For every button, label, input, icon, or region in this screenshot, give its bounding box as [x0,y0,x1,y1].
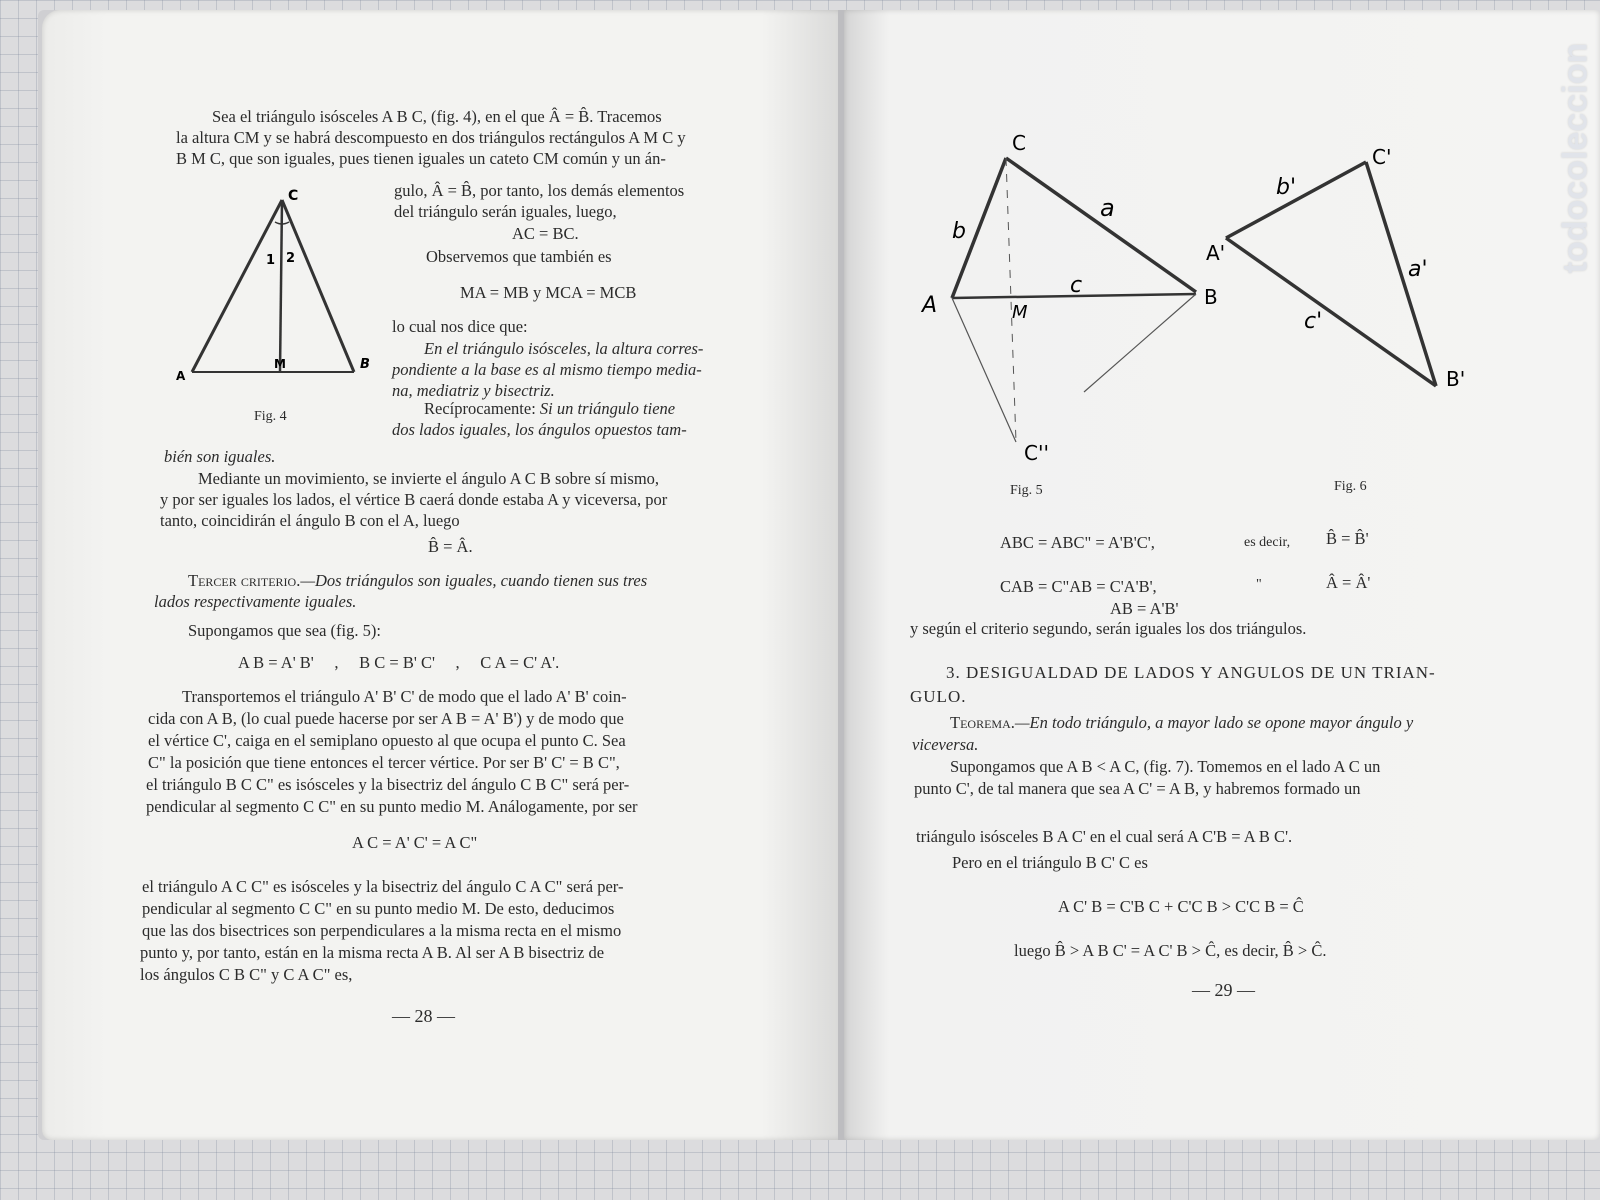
text-line: triángulo isósceles B A C' en el cual será A C'B = A B C'. [916,827,1293,846]
page-number: — 29 — [1192,980,1255,1000]
text-line: pondiente a la base es al mismo tiempo media- [392,360,702,379]
text-line: Transportemos el triángulo A' B' C' de modo que el lado A' B' coin- [182,687,627,706]
fig6-label-bp: B' [1446,367,1466,391]
equation: AB = A'B' [1110,599,1179,618]
text-line: tanto, coincidirán el ángulo B con el A, luego [160,511,460,530]
fig4-label-c: C [288,188,299,204]
text-line: Mediante un movimiento, se invierte el ángulo A C B sobre sí mismo, [198,469,660,488]
text-line: dos lados iguales, los ángulos opuestos tam- [392,420,687,439]
text-line: el vértice C', caiga en el semiplano opuesto al que ocupa el punto C. Sea [148,731,626,750]
fig6-caption: Fig. 6 [1334,479,1367,494]
page-28 [42,10,842,1140]
equation: AC = BC. [512,224,579,243]
watermark [1556,8,1596,308]
page-number: — 28 — [392,1006,455,1026]
text-line: En el triángulo isósceles, la altura corres- [424,339,704,358]
text-line: lados respectivamente iguales. [154,592,357,611]
fig4-label-a: A [176,369,186,383]
watermark-text: todocoleccion [1556,42,1595,274]
fig4-angle-2: 2 [286,251,296,266]
equation: A C = A' C' = A C" [352,833,478,852]
fig6-label-cp: C' [1372,145,1392,169]
text-line: y por ser iguales los lados, el vértice B caerá donde estaba A y viceversa, por [160,490,668,509]
text-line [424,398,675,419]
text-line: Supongamos que A B < A C, (fig. 7). Tomemos en el lado A C un [950,757,1381,776]
teorema-label: Teorema. [950,713,1015,732]
equation: luego B̂ > A B C' = A C' B > Ĉ, es decir, B̂ > Ĉ. [1014,941,1327,960]
text-line: que las dos bisectrices son perpendiculares a la misma recta en el mismo [142,921,622,940]
text-line: Observemos que también es [426,247,612,266]
equation: A C' B = C'B C + C'C B > C'C B = Ĉ [1058,897,1304,916]
fig4-caption: Fig. 4 [254,409,287,424]
figure-4 [176,186,382,386]
fig5-label-c: C [1012,131,1026,155]
text-line: y según el criterio segundo, serán iguales los dos triángulos. [910,619,1307,638]
equation: MA = MB y MCA = MCB [460,283,637,302]
text-line: punto y, por tanto, están en la misma recta A B. Al ser A B bisectriz de [140,943,605,962]
fig6-side-bp: b' [1276,175,1297,200]
text-line: viceversa. [912,735,979,754]
text-line: na, mediatriz y bisectriz. [392,381,555,400]
fig5-label-cpp: C'' [1024,441,1049,465]
text-line: Supongamos que sea (fig. 5): [188,621,381,640]
text-line: la altura CM y se habrá descompuesto en dos triángulos rectángulos A M C y [176,128,686,147]
text-line [950,712,1413,733]
equation: A B = A' B' , B C = B' C' , C A = C' A'. [238,653,560,672]
fig5-label-a: A [922,293,938,318]
fig5-caption: Fig. 5 [1010,483,1043,498]
text-line: pendicular al segmento C C" en su punto medio M. De esto, deducimos [142,899,615,918]
text-line: C" la posición que tiene entonces el tercer vértice. Por ser B' C' = B C", [148,753,620,772]
page-29 [844,10,1600,1140]
figure-6 [1204,130,1494,410]
tercer-label: Tercer criterio. [188,571,301,590]
fig6-side-ap: a' [1408,257,1428,282]
fig5-label-b: B [1204,285,1218,309]
equation-note: es decir, [1244,535,1291,550]
text-line: B M C, que son iguales, pues tienen iguales un cateto CM común y un án- [176,149,666,168]
equation: B̂ = Â. [428,537,473,556]
section-heading: GULO. [910,687,967,706]
fig5-side-a: a [1100,194,1115,222]
text-line: bién son iguales. [164,447,276,466]
text-line: pendicular al segmento C C" en su punto medio M. Análogamente, por ser [146,797,638,816]
equation: ABC = ABC" = A'B'C', [1000,533,1155,552]
equation: CAB = C"AB = C'A'B', [1000,577,1157,596]
text-line: punto C', de tal manera que sea A C' = A B, y habremos formado un [914,779,1361,798]
equation-note: " [1256,577,1262,592]
equation: Â = Â' [1326,573,1371,592]
text-line: gulo, Â = B̂, por tanto, los demás elementos [394,181,685,200]
text-line: los ángulos C B C" y C A C" es, [140,965,353,984]
recip-label: Recíprocamente: [424,399,536,418]
text-line: Sea el triángulo isósceles A B C, (fig. 4), en el que Â = B̂. Tracemos [212,107,662,126]
teorema-italic: —En todo triángulo, a mayor lado se opone mayor ángulo y [1014,713,1414,732]
fig4-angle-1: 1 [266,253,276,268]
section-heading: 3. DESIGUALDAD DE LADOS Y ANGULOS DE UN TRIAN- [946,663,1436,682]
tercer-italic: —Dos triángulos son iguales, cuando tienen sus tres [300,571,648,590]
fig4-label-b: B [360,357,370,372]
text-line: Pero en el triángulo B C' C es [952,853,1148,872]
fig6-side-cp: c' [1304,309,1323,334]
text-line: el triángulo B C C" es isósceles y la bisectriz del ángulo C B C" será per- [146,775,630,794]
equation: B̂ = B̂' [1326,529,1369,548]
text-line [188,570,647,591]
figure-5 [894,120,1218,465]
recip-italic: Si un triángulo tiene [539,399,676,418]
fig5-label-m: M [1012,302,1028,323]
text-line: del triángulo serán iguales, luego, [394,202,617,221]
fig5-side-b: b [952,219,966,244]
fig5-side-c: c [1070,273,1083,298]
text-line: cida con A B, (lo cual puede hacerse por ser A B = A' B') y de modo que [148,709,624,728]
fig4-label-m: M [274,357,286,371]
text-line: lo cual nos dice que: [392,317,528,336]
open-book [38,10,1598,1140]
fig6-label-ap: A' [1206,241,1226,265]
text-line: el triángulo A C C" es isósceles y la bisectriz del ángulo C A C" será per- [142,877,624,896]
